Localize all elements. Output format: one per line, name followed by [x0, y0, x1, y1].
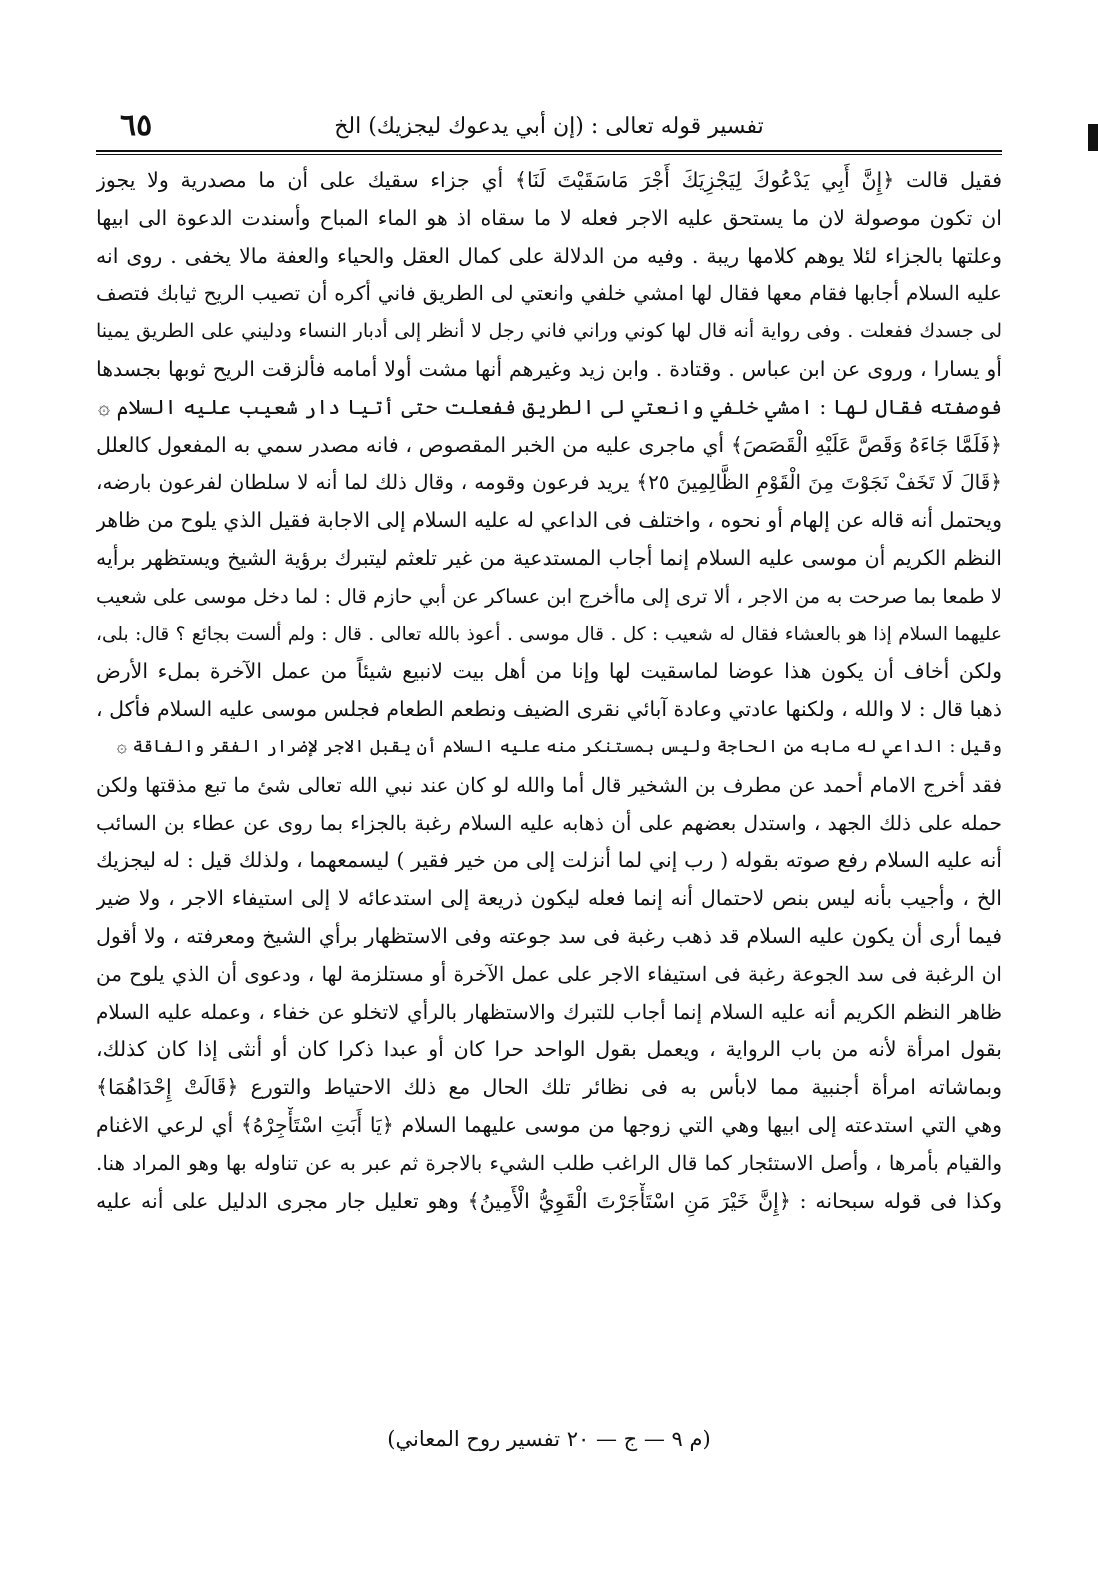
text-line: حمله على ذلك الجهد ، واستدل بعضهم على أن ذهابه عليه السلام رغبة بالجزاء بما روى عن عطاء بن السائب: [96, 810, 1002, 835]
text-line: والقيام بأمرها ، وأصل الاستئجار كما قال الراغب طلب الشيء بالاجرة ثم عبر به عن تناوله بها وهو المراد هنا.: [96, 1150, 1002, 1175]
scan-edge-mark: [1088, 124, 1098, 151]
text-line: ﴿فَلَمَّا جَاءَهُ وَقَصَّ عَلَيْهِ الْقَصَصَ﴾ أي ماجرى عليه من الخبر المقصوص ، فانه مصدر سمي به المفعول كالعلل: [96, 432, 1002, 457]
text-line: فيما أرى أن يكون عليه السلام قد ذهب رغبة فى سد جوعته وفى الاستظهار برأي الشيخ ومعرفته ، ولا أقول: [96, 923, 1002, 948]
text-line: أنه عليه السلام رفع صوته بقوله ( رب إني لما أنزلت إلى من خير فقير ) ليسمعهما ، ولذلك قيل : له ليجزيك: [96, 848, 1002, 873]
page-header: [96, 104, 1002, 150]
text-line: لا طمعا بما صرحت به من الاجر ، ألا ترى إلى ماأخرج ابن عساكر عن أبي حازم قال : لما دخل موسى على شعيب: [96, 584, 1002, 608]
text-line: ولكن أخاف أن يكون هذا عوضا لماسقيت لها وإنا من أهل بيت لانبيع شيئاً من عمل الآخرة بملء الأرض: [96, 659, 1002, 684]
text-line: أو يسارا ، وروى عن ابن عباس . وقتادة . وابن زيد وغيرهم أنها مشت أولا أمامه فألزقت الريح ثوبها بجسدها: [96, 356, 1002, 381]
text-line: وقيل : الداعي له مابه من الحاجة وليس بمستنكر منه عليه السلام أن يقبل الاجر لإضرار الفقر والفاقة ۞: [116, 736, 1002, 757]
text-line: وهي التي استدعته إلى ابيها وهي التي زوجها من موسى عليهما السلام ﴿يَا أَبَتِ اسْتَأْجِرْهُ﴾ أي لرعي الاغنام: [96, 1112, 1002, 1137]
page-number: ٦٥: [120, 108, 153, 143]
text-line: النظم الكريم أن موسى عليه السلام إنما أجاب المستدعية من غير تلعثم ليتبرك برؤية الشيخ ويستظهر برأيه: [96, 545, 1002, 570]
text-line: ان تكون موصولة لان ما يستحق عليه الاجر فعله لا ما سقاه اذ هو الماء المباح وأسندت الدعوة الى ابيها: [96, 205, 1002, 230]
text-line: ظاهر النظم الكريم أنه عليه السلام إنما أجاب للتبرك والاستظهار بالرأي لاتخلو عن خفاء ، وعمله عليه السلام: [96, 999, 1002, 1024]
text-line: ذهبا قال : لا والله ، ولكنها عادتي وعادة آبائي نقرى الضيف ونطعم الطعام فجلس موسى عليه السلام فأكل ،: [96, 697, 1002, 722]
text-line: الخ ، وأجيب بأنه ليس بنص لاحتمال أنه إنما فعله ليكون ذريعة إلى استدعائه لا إلى استيفاء الاجر ، ولا ضير: [96, 886, 1002, 911]
text-line: بقول امرأة لأنه من باب الرواية ، ويعمل بقول الواحد حرا كان أو عبدا ذكرا كان أو أنثى إذا كان كذلك،: [96, 1037, 1002, 1062]
text-line: فوصفته فقال لها : امشي خلفي وانعتي لى الطريق ففعلت حتى أتيا دار شعيب عليه السلام ۞: [98, 394, 1002, 419]
running-title: تفسير قوله تعالى : (إن أبي يدعوك ليجزيك) الخ: [334, 114, 764, 139]
page-footer: (م ٩ — ج — ٢٠ تفسير روح المعاني): [387, 1427, 711, 1451]
header-rule-thin: [96, 154, 1002, 155]
text-line: وعلتها بالجزاء لئلا يوهم كلامها ريبة . وفيه من الدلالة على كمال العقل والحياء والعفة مالا يخفى . روى انه: [96, 243, 1002, 268]
text-line: فقيل قالت ﴿إِنَّ أَبِي يَدْعُوكَ لِيَجْزِيَكَ أَجْرَ مَاسَقَيْتَ لَنَا﴾ أي جزاء سقيك على أن ما مصدرية ولا يجوز: [96, 168, 1002, 192]
body-text: [96, 162, 1002, 1220]
text-line: وبماشاته امرأة أجنبية مما لابأس به فى نظائر تلك الحال مع ذلك الاحتياط والتورع ﴿قَالَتْ إِحْدَاهُمَا﴾: [96, 1075, 1002, 1100]
header-rule: [96, 150, 1002, 152]
text-line: فقد أخرج الامام أحمد عن مطرف بن الشخير قال أما والله لو كان عند نبي الله تعالى شئ ما تبع مذقتها ولكن: [96, 772, 1002, 797]
text-line: وكذا فى قوله سبحانه : ﴿إِنَّ خَيْرَ مَنِ اسْتَأْجَرْتَ الْقَوِيُّ الْأَمِينُ﴾ وهو تعليل جار مجرى الدليل على أنه عليه: [96, 1188, 1002, 1213]
text-line: عليهما السلام إذا هو بالعشاء فقال له شعيب : كل . قال موسى . أعوذ بالله تعالى . قال : ولم ألست بجائع ؟ قال: بلى،: [96, 623, 1002, 645]
text-line: لى جسدك ففعلت . وفى رواية أنه قال لها كوني وراني فاني رجل لا أنظر إلى أدبار النساء ودليني على الطريق يمينا: [96, 320, 1002, 343]
text-line: عليه السلام أجابها فقام معها فقال لها امشي خلفي وانعتي لى الطريق فاني أكره أن تصيب الريح ثيابك فتصف: [96, 281, 1002, 306]
text-line: ان الرغبة فى سد الجوعة رغبة فى استيفاء الاجر على عمل الآخرة أو مستلزمة لها ، ودعوى أن الذي يلوح من: [96, 961, 1002, 986]
text-line: ﴿قَالَ لَا تَخَفْ نَجَوْتَ مِنَ الْقَوْمِ الظَّالِمِينَ ٢٥﴾ يريد فرعون وقومه ، وقال ذلك لما أنه لا سلطان لفرعون بارضه،: [96, 470, 1002, 495]
text-line: ويحتمل أنه قاله عن إلهام أو نحوه ، واختلف فى الداعي له عليه السلام إلى الاجابة فقيل الذي يلوح من ظاهر: [96, 508, 1002, 533]
